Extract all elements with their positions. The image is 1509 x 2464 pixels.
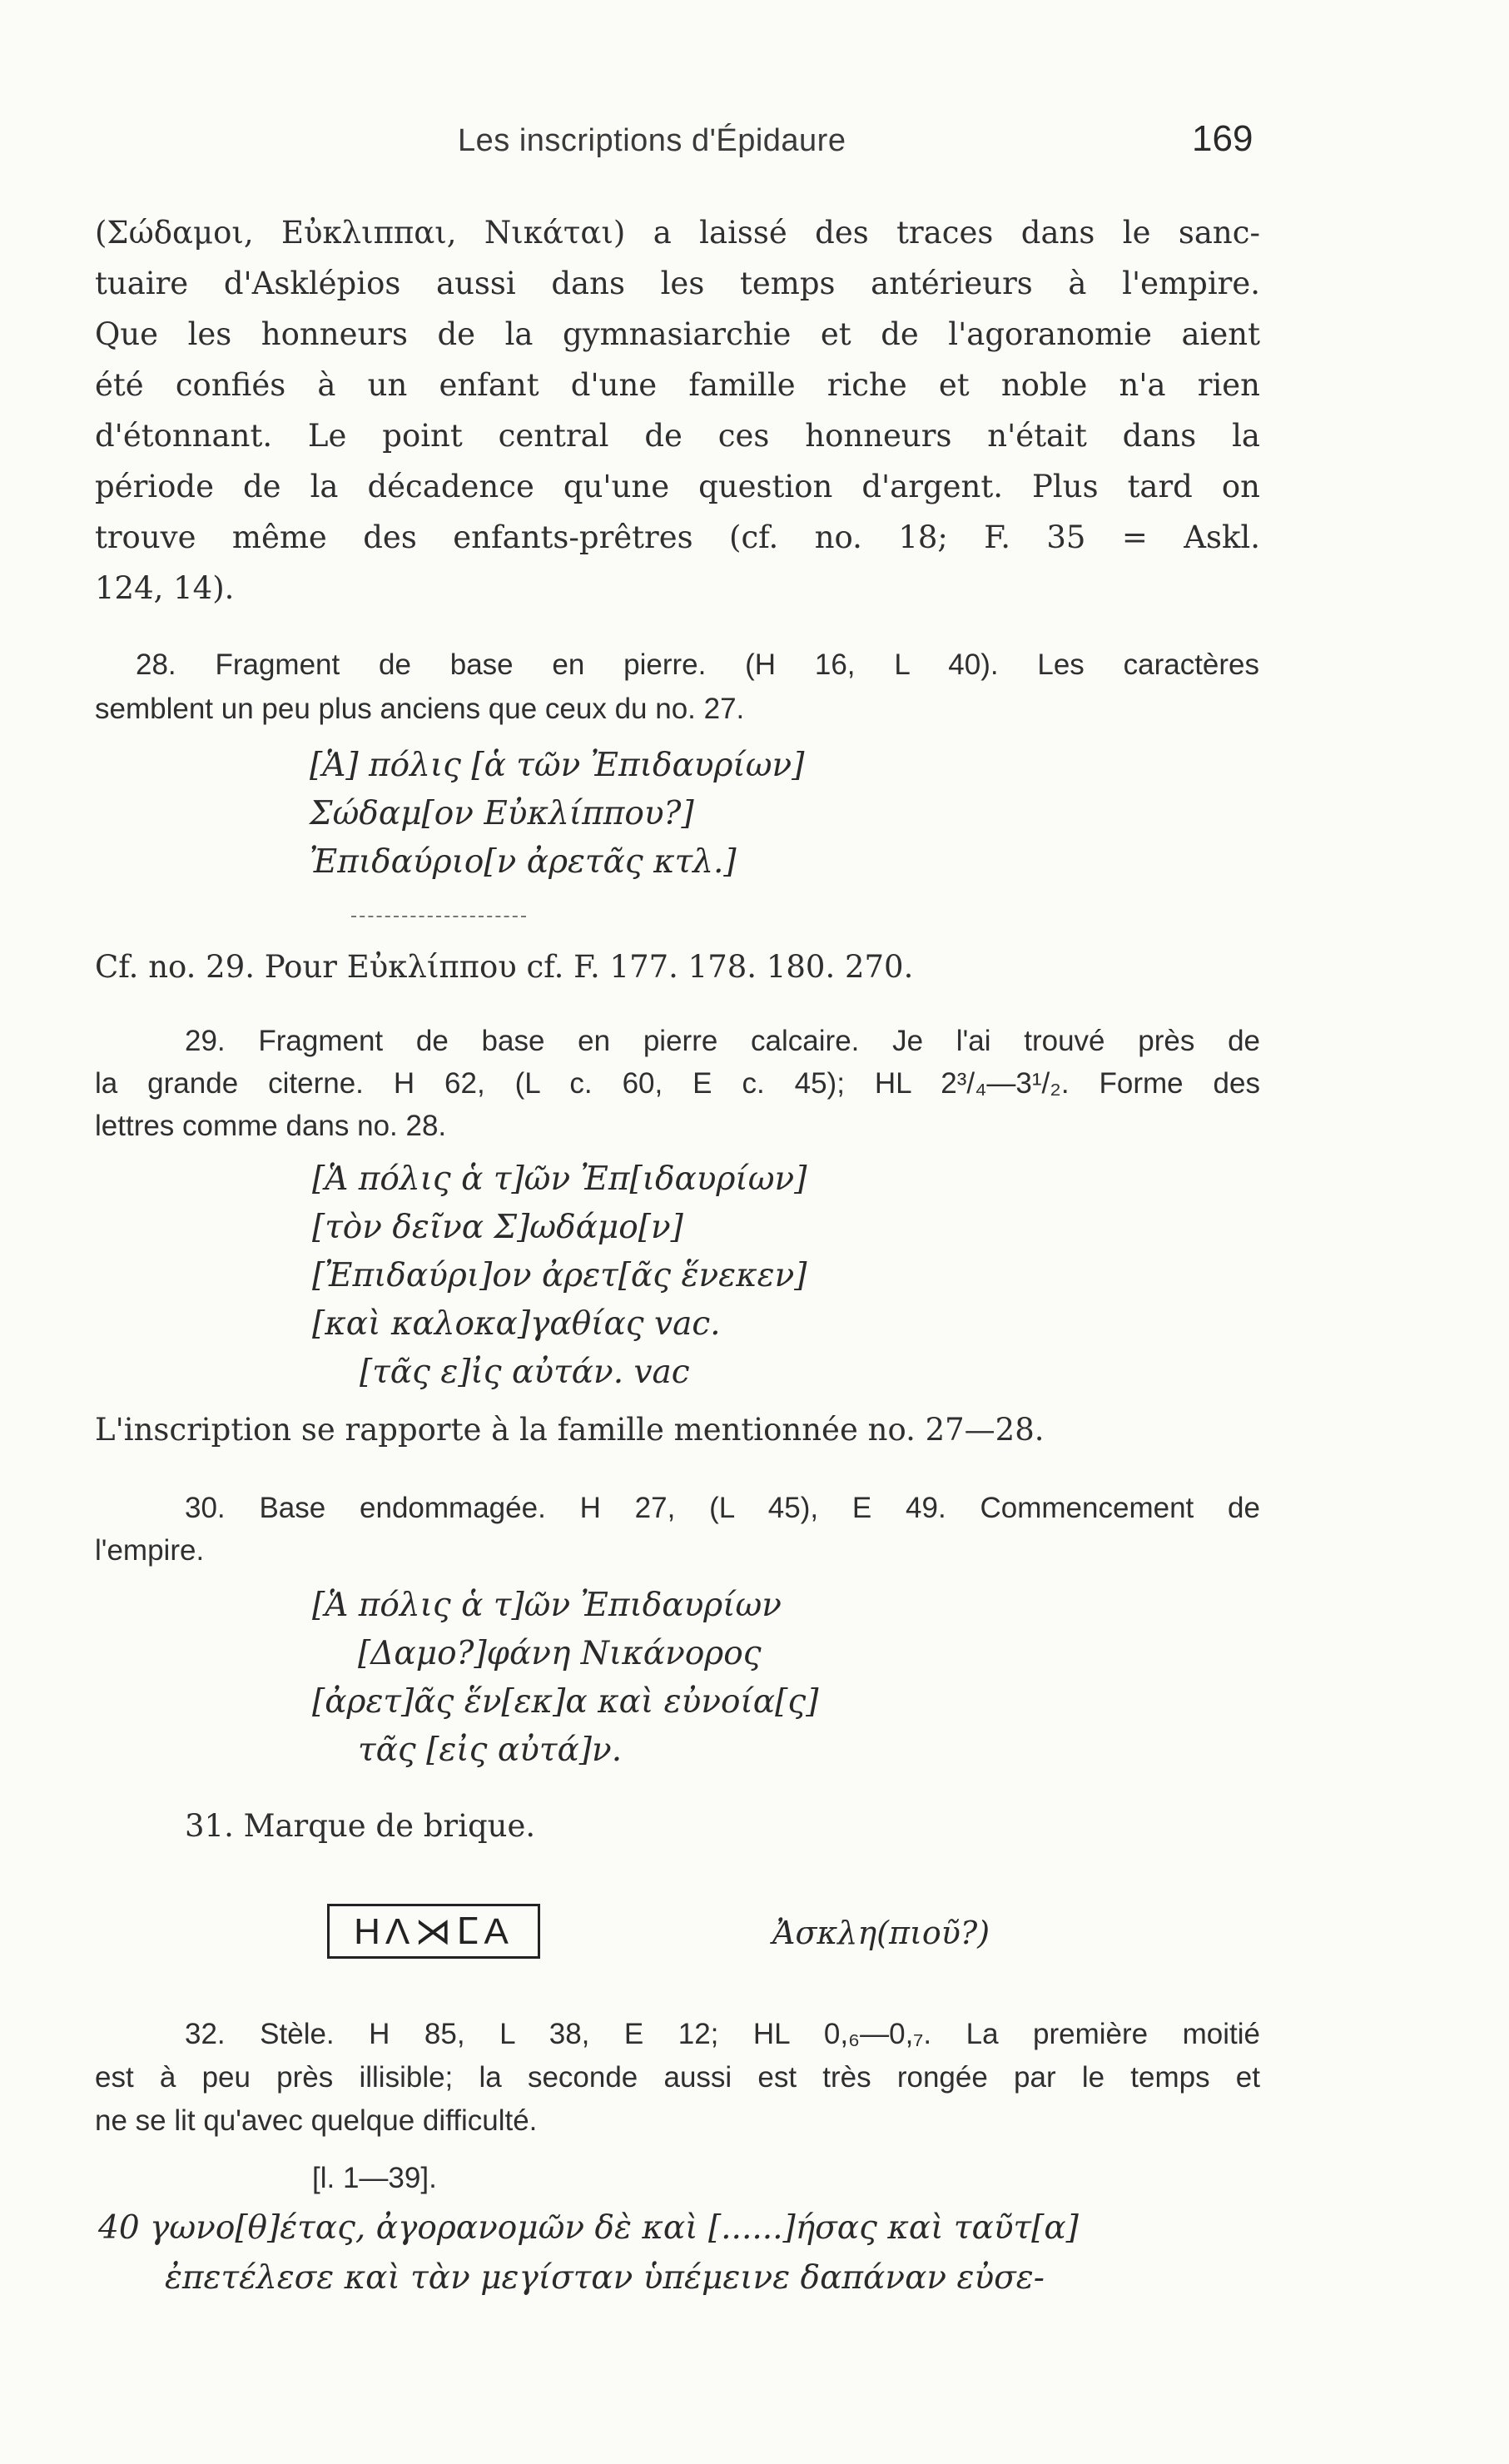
text-line: période de la décadence qu'une question d'argent. Plus tard on xyxy=(95,469,1260,504)
greek-line: [Ἁ πόλις ἁ τ]ῶν Ἐπ[ιδαυρίων] xyxy=(312,1160,807,1198)
greek-line: Ἐπιδαύριο[ν ἀρετᾶς κτλ.] xyxy=(310,843,737,881)
greek-line: Σώδαμ[ον Εὐκλίππου?] xyxy=(310,795,694,832)
entry-heading: 29. Fragment de base en pierre calcaire. Je l'ai trouvé près de xyxy=(185,1025,1260,1057)
brick-stamp: HΛ⋊ⵎA xyxy=(327,1904,540,1959)
lines-reference: [l. 1—39]. xyxy=(312,2162,437,2194)
text-line: semblent un peu plus anciens que ceux du no. 27. xyxy=(95,693,745,725)
greek-line: [καὶ καλοκα]γαθίας vac. xyxy=(312,1305,721,1343)
cross-reference: Cf. no. 29. Pour Εὐκλίππου cf. F. 177. 178. 180. 270. xyxy=(95,949,914,985)
greek-line: [ἀρετ]ᾶς ἕν[εκ]α καὶ εὐνοία[ς] xyxy=(312,1683,819,1721)
text-line: ne se lit qu'avec quelque difficulté. xyxy=(95,2104,538,2137)
greek-line: [Ἁ] πόλις [ἁ τῶν Ἐπιδαυρίων] xyxy=(310,747,805,784)
entry-heading: 31. Marque de brique. xyxy=(185,1808,536,1844)
note-line: L'inscription se rapporte à la famille mentionnée no. 27—28. xyxy=(95,1412,1045,1448)
greek-line: [τὸν δεῖνα Σ]ωδάμο[ν] xyxy=(312,1209,683,1246)
text-line: est à peu près illisible; la seconde aussi est très rongée par le temps et xyxy=(95,2061,1260,2094)
text-line: lettres comme dans no. 28. xyxy=(95,1110,447,1142)
text-line: trouve même des enfants-prêtres (cf. no. 18; F. 35 = Askl. xyxy=(95,519,1260,555)
text-line: tuaire d'Asklépios aussi dans les temps antérieurs à l'empire. xyxy=(95,266,1260,301)
text-line: (Σώδαμοι, Εὐκλιππαι, Νικάται) a laissé des traces dans le sanc- xyxy=(95,215,1260,251)
greek-line: [Ἁ πόλις ἁ τ]ῶν Ἐπιδαυρίων xyxy=(312,1587,782,1624)
greek-line: 40 γωνο[θ]έτας, ἀγορανομῶν δὲ καὶ [......]ήσας καὶ ταῦτ[α] xyxy=(98,2209,1079,2247)
text-line: d'étonnant. Le point central de ces honneurs n'était dans la xyxy=(95,418,1260,454)
greek-line: [Δαμο?]φάνη Νικάνορος xyxy=(358,1635,762,1672)
text-line: 124, 14). xyxy=(95,570,235,606)
lacuna-dashes xyxy=(351,916,526,919)
greek-line: ἐπετέλεσε καὶ τὰν μεγίσταν ὑπέμεινε δαπάναν εὐσε- xyxy=(165,2259,1045,2297)
running-head xyxy=(0,118,1509,173)
text-line: été confiés à un enfant d'une famille riche et noble n'a rien xyxy=(95,367,1260,403)
brick-reading: Ἀσκλη(πιοῦ?) xyxy=(772,1915,990,1951)
greek-line: τᾶς [εἰς αὐτά]ν. xyxy=(358,1731,623,1769)
entry-heading: 32. Stèle. H 85, L 38, E 12; HL 0,₆—0,₇. La première moitié xyxy=(185,2018,1260,2050)
greek-line: [Ἐπιδαύρι]ον ἀρετ[ᾶς ἕνεκεν] xyxy=(312,1257,807,1294)
text-line: l'empire. xyxy=(95,1534,205,1567)
entry-heading: 28. Fragment de base en pierre. (H 16, L 40). Les caractères xyxy=(136,648,1259,681)
text-line: Que les honneurs de la gymnasiarchie et de l'agoranomie aient xyxy=(95,316,1260,352)
greek-line: [τᾶς ε]ἰς αὐτάν. vac xyxy=(360,1354,690,1391)
page-number: 169 xyxy=(1192,118,1253,159)
running-head-title: Les inscriptions d'Épidaure xyxy=(458,123,846,158)
entry-heading: 30. Base endommagée. H 27, (L 45), E 49. Commencement de xyxy=(185,1492,1260,1524)
text-line: la grande citerne. H 62, (L c. 60, E c. 45); HL 2³/₄—3¹/₂. Forme des xyxy=(95,1067,1260,1100)
